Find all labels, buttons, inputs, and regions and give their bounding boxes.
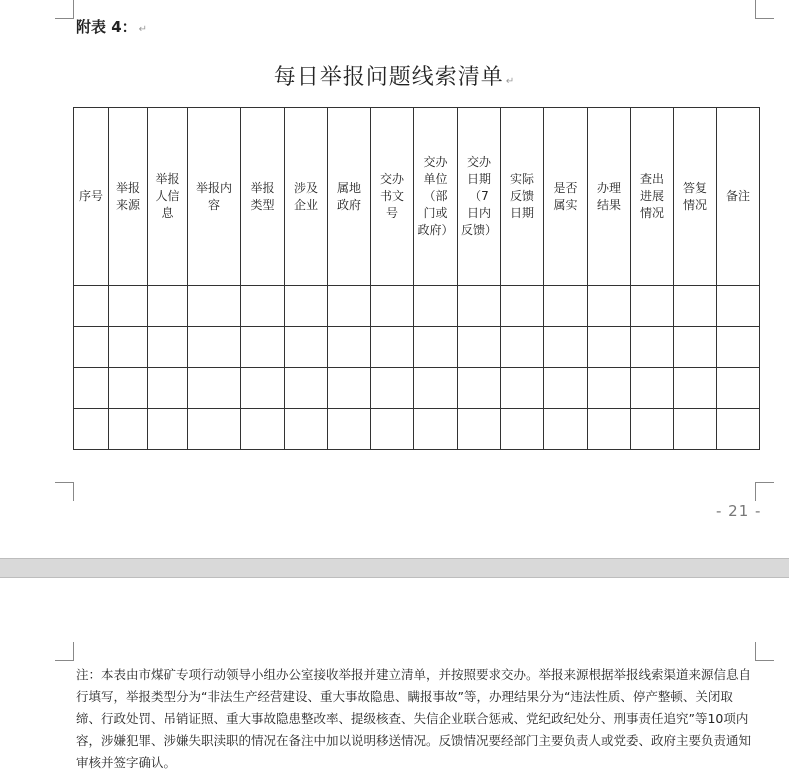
table-cell[interactable] bbox=[674, 286, 717, 327]
table-cell[interactable] bbox=[74, 368, 109, 409]
page-separator bbox=[0, 558, 789, 578]
header-line: 情况 bbox=[682, 197, 707, 212]
header-line: 书文 bbox=[379, 189, 404, 203]
table-cell[interactable] bbox=[588, 409, 631, 450]
table-cell[interactable] bbox=[328, 327, 371, 368]
attachment-label: 附表 4： ↵ bbox=[76, 18, 148, 36]
table-header-cell bbox=[631, 108, 674, 286]
header-line: 反馈 bbox=[509, 189, 534, 203]
header-line: 容 bbox=[207, 197, 220, 212]
table-cell[interactable] bbox=[458, 327, 501, 368]
table-cell[interactable] bbox=[544, 368, 588, 409]
table-cell[interactable] bbox=[414, 327, 458, 368]
table-header-cell bbox=[501, 108, 544, 286]
table-header-cell bbox=[371, 108, 414, 286]
footnote: 注：本表由市煤矿专项行动领导小组办公室接收举报并建立清单，并按照要求交办。举报来源根据举报线索渠道来源信息自行填写，举报类型分为“非法生产经营建设、重大事故隐患、瞒报事故”等，办理结果分为“违法性质、停产整顿、关闭取缔、行政处罚、吊销证照、重大事故隐患整改率、提级核查、失信企业联合惩戒、党纪政纪处分、刑事责任追究”等10项内容，涉嫌犯罪、涉嫌失职渎职的情况在备注中加以说明移送情况。反馈情况要经部门主要负责人或党委、政府主要负责通知审核并签字确认。 bbox=[76, 667, 752, 770]
header-line: （部 bbox=[423, 189, 448, 203]
table-cell[interactable] bbox=[501, 286, 544, 327]
table-cell[interactable] bbox=[674, 327, 717, 368]
table-cell[interactable] bbox=[109, 409, 148, 450]
table-cell[interactable] bbox=[74, 327, 109, 368]
table-cell[interactable] bbox=[544, 409, 588, 450]
header-line: 备注 bbox=[725, 189, 750, 203]
table-header-cell bbox=[285, 108, 328, 286]
table-cell[interactable] bbox=[371, 286, 414, 327]
table-cell[interactable] bbox=[285, 409, 328, 450]
table-header-cell bbox=[458, 108, 501, 286]
header-line: 反馈） bbox=[460, 223, 497, 237]
table-cell[interactable] bbox=[109, 368, 148, 409]
table-cell[interactable] bbox=[717, 409, 760, 450]
header-line: 交办 bbox=[379, 172, 404, 186]
paragraph-mark-icon: ↵ bbox=[138, 24, 148, 35]
table-cell[interactable] bbox=[501, 368, 544, 409]
header-line: 实际 bbox=[509, 172, 534, 186]
table-cell[interactable] bbox=[631, 286, 674, 327]
table-cell[interactable] bbox=[458, 409, 501, 450]
table-header-cell bbox=[414, 108, 458, 286]
table-cell[interactable] bbox=[717, 286, 760, 327]
table-cell[interactable] bbox=[241, 286, 285, 327]
table-cell[interactable] bbox=[74, 286, 109, 327]
crop-mark-top-left bbox=[55, 642, 74, 661]
header-line: 序号 bbox=[78, 189, 103, 203]
header-line: 单位 bbox=[423, 172, 448, 186]
table-cell[interactable] bbox=[241, 368, 285, 409]
table-cell[interactable] bbox=[285, 327, 328, 368]
table-cell[interactable] bbox=[588, 327, 631, 368]
header-line: 日期 bbox=[466, 172, 491, 186]
table-cell[interactable] bbox=[674, 409, 717, 450]
header-line: 企业 bbox=[293, 197, 318, 212]
crop-mark-top-right bbox=[755, 642, 774, 661]
table-cell[interactable] bbox=[717, 327, 760, 368]
header-line: 人信 bbox=[155, 189, 180, 203]
table-cell[interactable] bbox=[501, 327, 544, 368]
table-cell[interactable] bbox=[328, 368, 371, 409]
header-line: 涉及 bbox=[293, 180, 318, 195]
table-cell[interactable] bbox=[501, 409, 544, 450]
table-cell[interactable] bbox=[285, 368, 328, 409]
table-cell[interactable] bbox=[188, 286, 241, 327]
header-line: 门或 bbox=[423, 206, 448, 220]
table-cell[interactable] bbox=[188, 368, 241, 409]
table-header-cell bbox=[109, 108, 148, 286]
header-line: 号 bbox=[385, 206, 398, 220]
table-cell[interactable] bbox=[371, 327, 414, 368]
header-line: 交办 bbox=[466, 155, 491, 169]
table-cell[interactable] bbox=[631, 327, 674, 368]
header-line: 举报 bbox=[115, 180, 140, 195]
table-cell[interactable] bbox=[371, 409, 414, 450]
table-header-cell bbox=[544, 108, 588, 286]
table-cell[interactable] bbox=[241, 409, 285, 450]
header-line: 答复 bbox=[682, 180, 707, 195]
table-header-cell bbox=[74, 108, 109, 286]
table-cell[interactable] bbox=[285, 286, 328, 327]
header-line: 政府） bbox=[417, 223, 454, 237]
report-table bbox=[73, 107, 760, 450]
page-number: - 21 - bbox=[716, 502, 762, 520]
header-line: 类型 bbox=[250, 197, 275, 212]
paragraph-mark-icon: ↵ bbox=[505, 76, 516, 87]
table-cell[interactable] bbox=[148, 368, 188, 409]
header-line: 举报 bbox=[155, 172, 180, 186]
table-header-cell bbox=[328, 108, 371, 286]
table-cell[interactable] bbox=[414, 286, 458, 327]
table-header-cell bbox=[188, 108, 241, 286]
table-cell[interactable] bbox=[544, 286, 588, 327]
header-line: 政府 bbox=[336, 197, 361, 212]
table-cell[interactable] bbox=[371, 368, 414, 409]
header-line: 举报内 bbox=[195, 180, 232, 195]
table-cell[interactable] bbox=[148, 409, 188, 450]
table-header-cell bbox=[588, 108, 631, 286]
table-cell[interactable] bbox=[241, 327, 285, 368]
table-cell[interactable] bbox=[631, 409, 674, 450]
table-cell[interactable] bbox=[458, 368, 501, 409]
table-cell[interactable] bbox=[328, 409, 371, 450]
table-cell[interactable] bbox=[414, 409, 458, 450]
header-line: 情况 bbox=[639, 206, 664, 220]
header-line: 进展 bbox=[639, 189, 664, 203]
table-cell[interactable] bbox=[148, 286, 188, 327]
crop-mark-top-right bbox=[755, 0, 774, 19]
table-header-cell bbox=[674, 108, 717, 286]
crop-mark-bottom-right bbox=[755, 482, 774, 501]
header-line: （7 bbox=[469, 189, 489, 203]
table-header-row bbox=[74, 108, 760, 286]
header-line: 交办 bbox=[423, 155, 448, 169]
table-row bbox=[74, 286, 760, 327]
table-cell[interactable] bbox=[188, 409, 241, 450]
table-cell[interactable] bbox=[328, 286, 371, 327]
table-cell[interactable] bbox=[674, 368, 717, 409]
header-line: 日期 bbox=[509, 206, 534, 220]
table-cell[interactable] bbox=[188, 327, 241, 368]
header-line: 属实 bbox=[553, 197, 578, 212]
table-cell[interactable] bbox=[717, 368, 760, 409]
table-row bbox=[74, 327, 760, 368]
table-header-cell bbox=[148, 108, 188, 286]
table-header-cell bbox=[241, 108, 285, 286]
table-row bbox=[74, 368, 760, 409]
table-cell[interactable] bbox=[588, 368, 631, 409]
table-cell[interactable] bbox=[544, 327, 588, 368]
crop-mark-top-left bbox=[55, 0, 74, 19]
header-line: 结果 bbox=[596, 197, 621, 212]
table-cell[interactable] bbox=[109, 286, 148, 327]
table-cell[interactable] bbox=[631, 368, 674, 409]
document-page-2 bbox=[0, 578, 789, 776]
header-line: 举报 bbox=[250, 180, 275, 195]
table-cell[interactable] bbox=[458, 286, 501, 327]
table-cell[interactable] bbox=[74, 409, 109, 450]
table-header-cell bbox=[717, 108, 760, 286]
header-line: 是否 bbox=[553, 180, 578, 195]
page-title: 每日举报问题线索清单 ↵ bbox=[273, 65, 516, 90]
header-line: 查出 bbox=[639, 172, 664, 186]
header-line: 属地 bbox=[336, 180, 361, 195]
header-line: 来源 bbox=[115, 197, 140, 212]
header-line: 日内 bbox=[466, 206, 491, 220]
table-cell[interactable] bbox=[109, 327, 148, 368]
header-line: 办理 bbox=[596, 180, 621, 195]
table-cell[interactable] bbox=[414, 368, 458, 409]
header-line: 息 bbox=[161, 206, 174, 220]
table-row bbox=[74, 409, 760, 450]
crop-mark-bottom-left bbox=[55, 482, 74, 501]
table-cell[interactable] bbox=[148, 327, 188, 368]
table-cell[interactable] bbox=[588, 286, 631, 327]
